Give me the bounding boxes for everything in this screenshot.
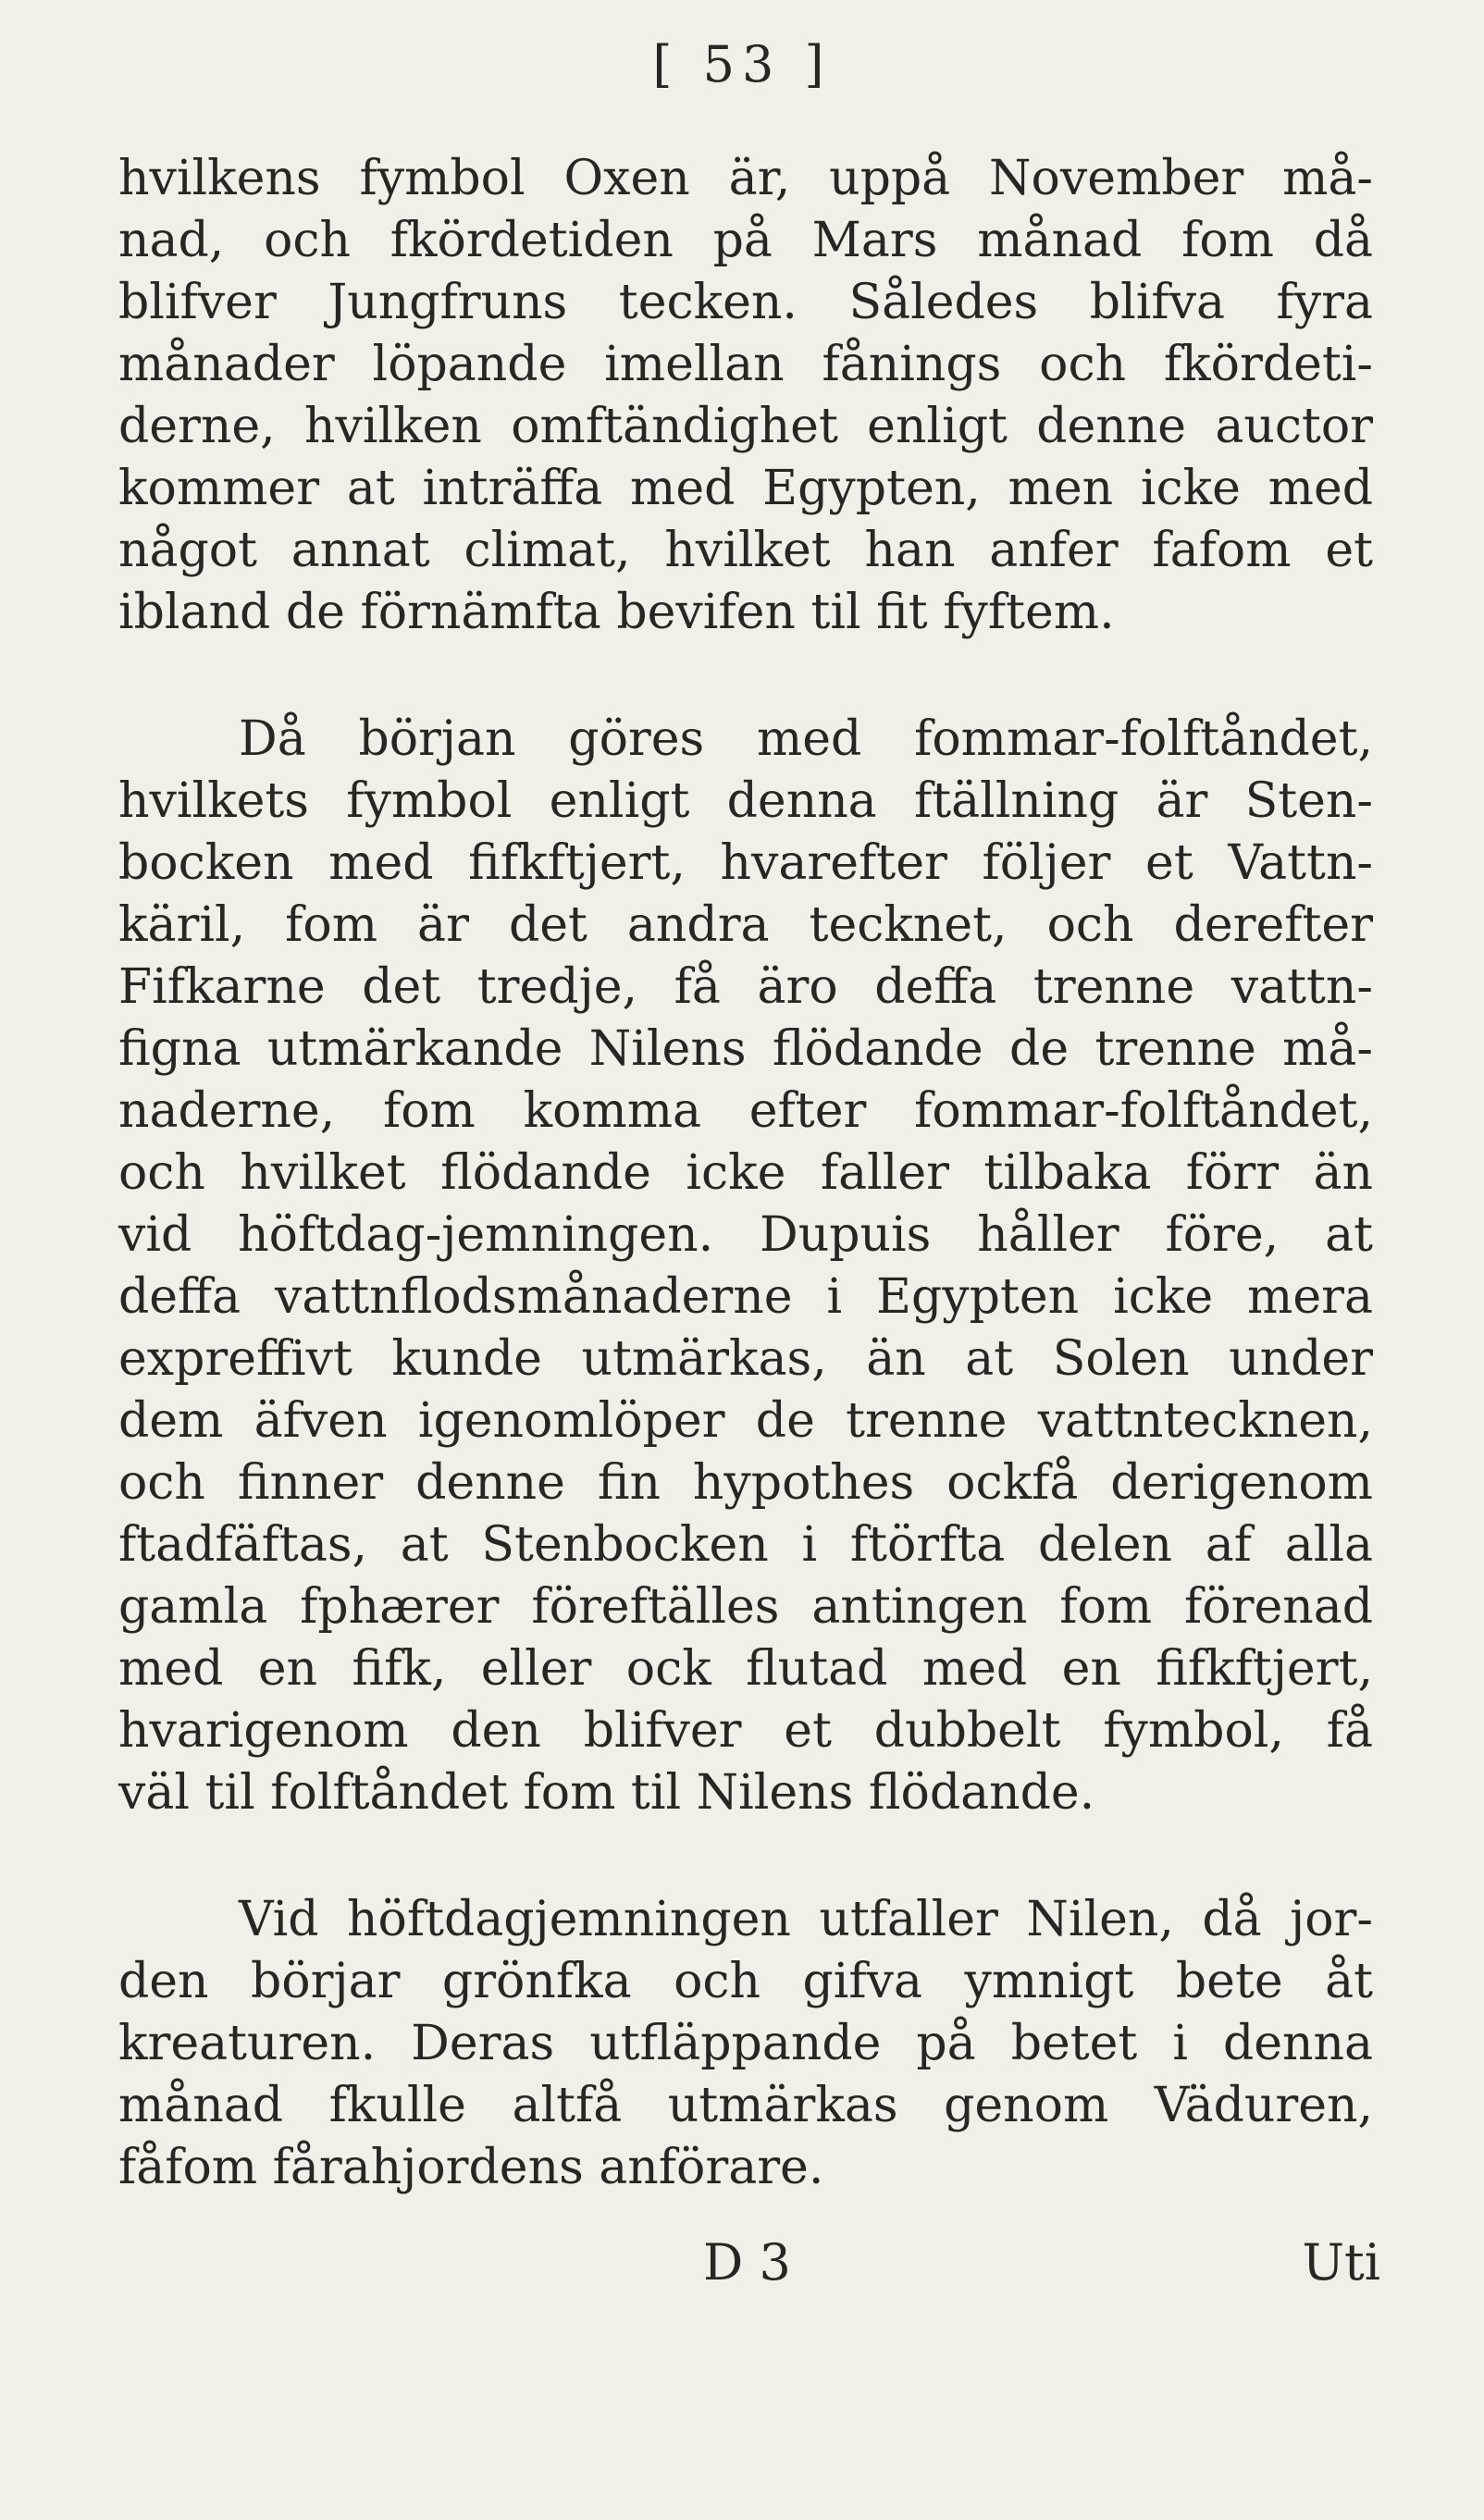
text-line: hvarigenom den blifver et dubbelt fymbol, få [118,1703,1373,1759]
text-line: dem äfven igenomlöper de trenne vattntecknen, [118,1393,1373,1449]
paragraph-1 [118,148,1373,644]
text-line: bocken med fifkftjert, hvarefter följer et Vattn- [118,835,1373,891]
catchword: Uti [1302,2233,1380,2291]
text-line: blifver Jungfruns tecken. Således blifva fyra [118,275,1373,330]
text-line: den börjar grönfka och gifva ymnigt bete åt [118,1954,1373,2009]
text-line: månader löpande imellan fånings och fkördeti- [118,337,1373,392]
text-line: kreaturen. Deras utfläppande på betet i denna [118,2016,1373,2071]
text-line: ftadfäftas, at Stenbocken i ftörfta delen af alla [118,1517,1373,1573]
paragraph-gap [118,644,1373,709]
text-line: käril, fom är det andra tecknet, och derefter [118,897,1373,953]
signature-mark: D 3 [703,2233,791,2291]
text-line: vid höftdag-jemningen. Dupuis håller före, at [118,1207,1373,1263]
text-line: månad fkulle altfå utmärkas genom Väduren, [118,2078,1373,2133]
paragraph-2 [118,709,1373,1824]
paragraph-gap [118,1824,1373,1889]
paragraph-3 [118,1889,1373,2199]
text-line: hvilkets fymbol enligt denna ftällning är Sten- [118,773,1373,829]
page-number: [ 53 ] [652,35,832,93]
text-line: med en fifk, eller ock flutad med en fifkftjert, [118,1641,1373,1697]
text-line: kommer at inträffa med Egypten, men icke med [118,461,1373,516]
text-line: väl til folftåndet fom til Nilens flödande. [118,1765,1095,1821]
text-line: derne, hvilken omftändighet enligt denne auctor [118,399,1373,454]
text-line: nad, och fkördetiden på Mars månad fom då [118,213,1373,268]
text-line: hvilkens fymbol Oxen är, uppå November må- [118,151,1373,206]
text-line: Vid höftdagjemningen utfaller Nilen, då jor- [239,1892,1373,1947]
text-line: gamla fphærer föreftälles antingen fom förenad [118,1579,1373,1635]
text-line: och hvilket flödande icke faller tilbaka förr än [118,1145,1373,1201]
text-line: Då början göres med fommar-folftåndet, [239,711,1373,767]
text-line: och finner denne fin hypothes ockfå derigenom [118,1455,1373,1511]
text-line: något annat climat, hvilket han anfer fafom et [118,523,1373,578]
text-line: Fifkarne det tredje, få äro deffa trenne vattn- [118,959,1373,1015]
page-footer [0,2233,1484,2298]
text-line: ibland de förnämfta bevifen til fit fyftem. [118,585,1115,640]
text-line: deffa vattnflodsmånaderne i Egypten icke mera [118,1269,1373,1325]
text-line: figna utmärkande Nilens flödande de trenne må- [118,1021,1373,1077]
body-text [118,148,1373,2199]
text-line: naderne, fom komma efter fommar-folftåndet, [118,1083,1373,1139]
text-line: fåfom fårahjordens anförare. [118,2140,824,2195]
text-line: expreffivt kunde utmärkas, än at Solen under [118,1331,1373,1387]
